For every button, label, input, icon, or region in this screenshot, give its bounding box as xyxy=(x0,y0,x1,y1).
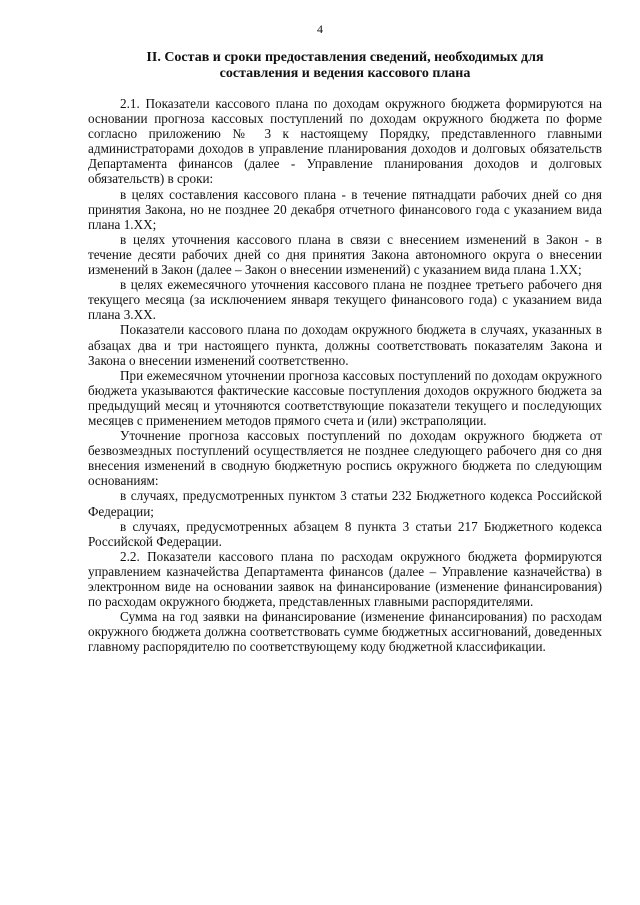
paragraph: в случаях, предусмотренных абзацем 8 пункта 3 статьи 217 Бюджетного кодекса Российской Федерации. xyxy=(88,518,602,549)
paragraph: в целях уточнения кассового плана в связи с внесением изменений в Закон - в течение десяти рабочих дней со дня принятия Закона автономного округа о внесении изменений в Закон (далее – Закон о внесении изменений) с указанием вида плана 1.XX; xyxy=(88,231,602,278)
paragraph: Сумма на год заявки на финансирование (изменение финансирования) по расходам окружного бюджета должна соответствовать сумме бюджетных ассигнований, доведенных главному распорядителю по соответствующему коду бюджетной классификации. xyxy=(88,609,602,655)
paragraph: 2.2. Показатели кассового плана по расходам окружного бюджета формируются управлением казначейства Департамента финансов (далее – Управление казначейства) в электронном виде на основании заявок на финансирование (изменение финансирования) по расходам окружного бюджета, представленных главными распорядителями. xyxy=(88,548,602,610)
paragraph: в случаях, предусмотренных пунктом 3 статьи 232 Бюджетного кодекса Российской Федерации; xyxy=(88,488,602,519)
document-body xyxy=(88,96,602,654)
paragraph: в целях ежемесячного уточнения кассового плана не позднее третьего рабочего дня текущего месяца (за исключением января текущего финансового года) с указанием вида плана 3.XX. xyxy=(88,277,602,323)
page-number: 4 xyxy=(317,22,323,36)
paragraph: При ежемесячном уточнении прогноза кассовых поступлений по доходам окружного бюджета указываются фактические кассовые поступления доходов окружного бюджета за предыдущий месяц и уточняются соответствующие показатели текущего и последующих месяцев с применением методов прямого счета и (или) экстраполяции. xyxy=(88,367,602,428)
paragraph: в целях составления кассового плана - в течение пятнадцати рабочих дней со дня принятия Закона, но не позднее 20 декабря отчетного финансового года с указанием вида плана 1.XX; xyxy=(88,186,602,232)
paragraph: 2.1. Показатели кассового плана по доходам окружного бюджета формируются на основании прогноза кассовых поступлений по доходам окружного бюджета по форме согласно приложению № 3 к настоящему Порядку, представленного главными администраторами доходов в управление планирования доходов и долговых обязательств Департамента финансов (далее - Управление планирования доходов и долговых обязательств) в сроки: xyxy=(88,96,602,187)
paragraph: Уточнение прогноза кассовых поступлений по доходам окружного бюджета от безвозмездных поступлений осуществляется не позднее следующего рабочего дня со дня внесения изменений в сводную бюджетную роспись окружного бюджета по следующим основаниям: xyxy=(88,428,602,489)
section-title: II. Состав и сроки предоставления сведений, необходимых для составления и ведения кассового плана xyxy=(146,50,544,81)
paragraph: Показатели кассового плана по доходам окружного бюджета в случаях, указанных в абзацах два и три настоящего пункта, должны соответствовать показателям Закона и Закона о внесении изменений соответственно. xyxy=(88,322,602,368)
